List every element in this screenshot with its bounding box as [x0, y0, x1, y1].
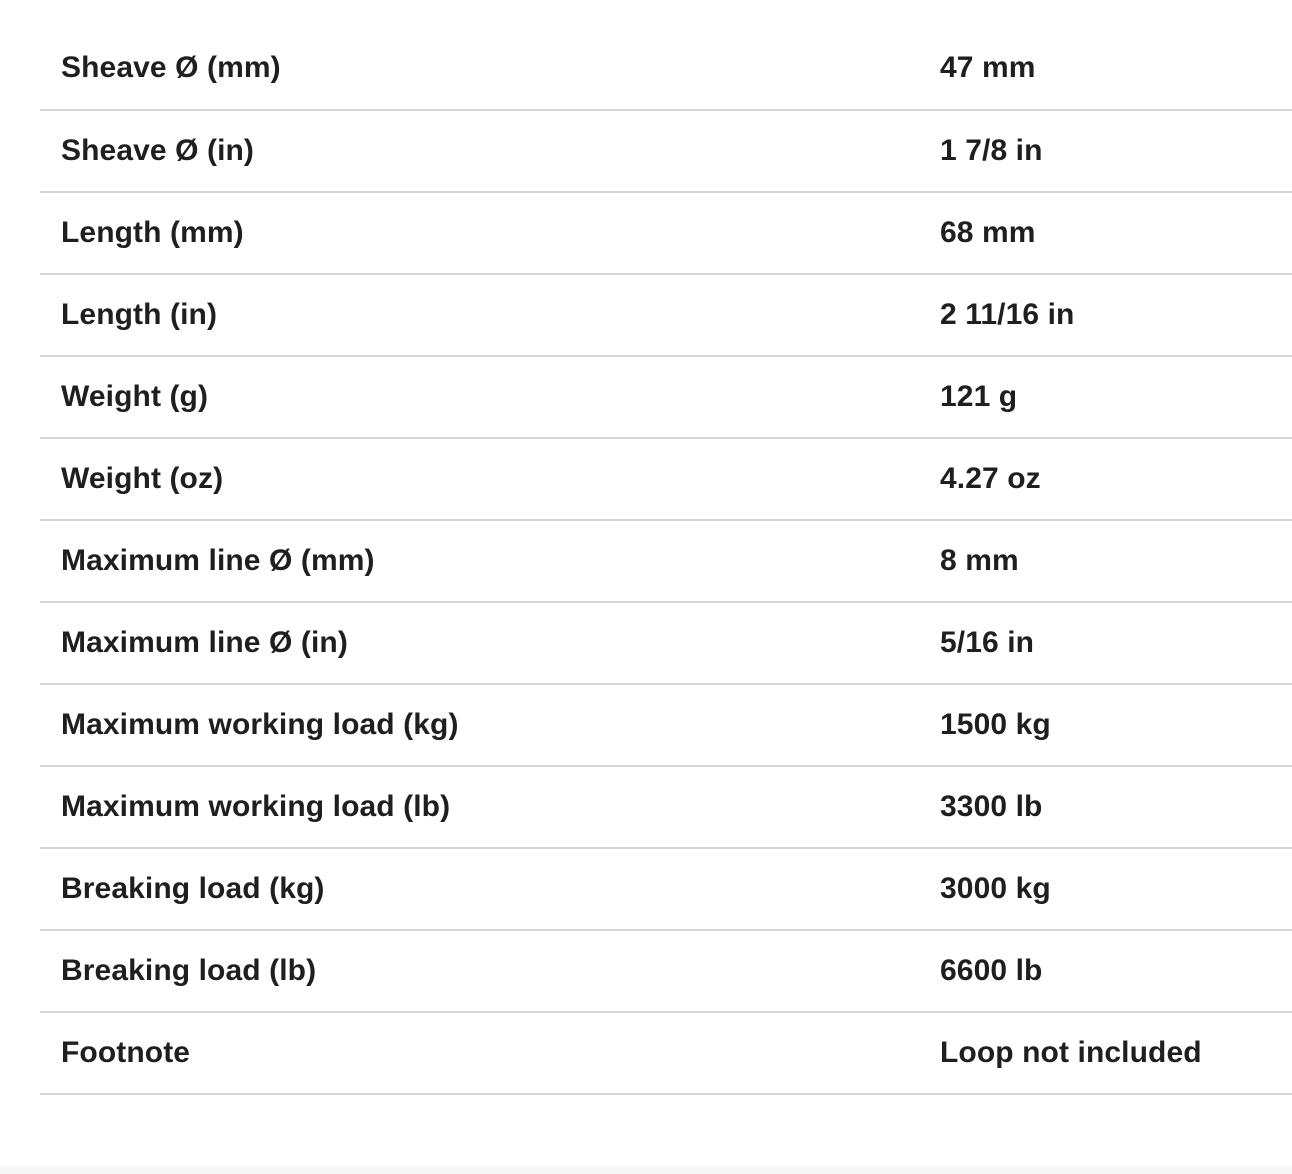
spec-row-max-working-load-kg	[40, 684, 1292, 766]
spec-label: Sheave Ø (mm)	[61, 51, 281, 84]
spec-label: Length (mm)	[61, 216, 244, 249]
spec-value: 47 mm	[940, 51, 1036, 84]
spec-value: 68 mm	[940, 216, 1036, 249]
spec-row-length-in	[40, 274, 1292, 356]
spec-label: Weight (oz)	[61, 462, 224, 495]
spec-row-max-line-diameter-in	[40, 602, 1292, 684]
spec-label: Maximum line Ø (mm)	[61, 544, 375, 577]
spec-row-max-line-diameter-mm	[40, 520, 1292, 602]
spec-row-length-mm	[40, 192, 1292, 274]
spec-row-weight-oz	[40, 438, 1292, 520]
spec-label: Weight (g)	[61, 380, 209, 413]
spec-label: Sheave Ø (in)	[61, 134, 255, 167]
spec-value: 1500 kg	[940, 708, 1051, 741]
spec-row-breaking-load-lb	[40, 930, 1292, 1012]
spec-label: Maximum line Ø (in)	[61, 626, 348, 659]
spec-value: 3000 kg	[940, 872, 1051, 905]
spec-value: 2 11/16 in	[940, 298, 1075, 331]
spec-value: 1 7/8 in	[940, 134, 1043, 167]
spec-row-max-working-load-lb	[40, 766, 1292, 848]
spec-value: 4.27 oz	[940, 462, 1041, 495]
spec-value: 5/16 in	[940, 626, 1035, 659]
spec-row-sheave-diameter-in	[40, 110, 1292, 192]
spec-label: Maximum working load (kg)	[61, 708, 459, 741]
spec-label: Footnote	[61, 1036, 191, 1069]
spec-label: Breaking load (kg)	[61, 872, 325, 905]
specifications-table	[40, 27, 1292, 1095]
spec-row-sheave-diameter-mm	[40, 27, 1292, 110]
page-bottom-edge	[0, 1166, 1292, 1174]
spec-row-weight-g	[40, 356, 1292, 438]
spec-value: Loop not included	[940, 1036, 1202, 1069]
spec-value: 8 mm	[940, 544, 1019, 577]
spec-label: Maximum working load (lb)	[61, 790, 451, 823]
spec-value: 6600 lb	[940, 954, 1043, 987]
spec-value: 3300 lb	[940, 790, 1043, 823]
spec-label: Length (in)	[61, 298, 218, 331]
specifications-table-body	[40, 27, 1292, 1094]
spec-value: 121 g	[940, 380, 1018, 413]
spec-row-footnote	[40, 1012, 1292, 1094]
spec-row-breaking-load-kg	[40, 848, 1292, 930]
spec-label: Breaking load (lb)	[61, 954, 317, 987]
